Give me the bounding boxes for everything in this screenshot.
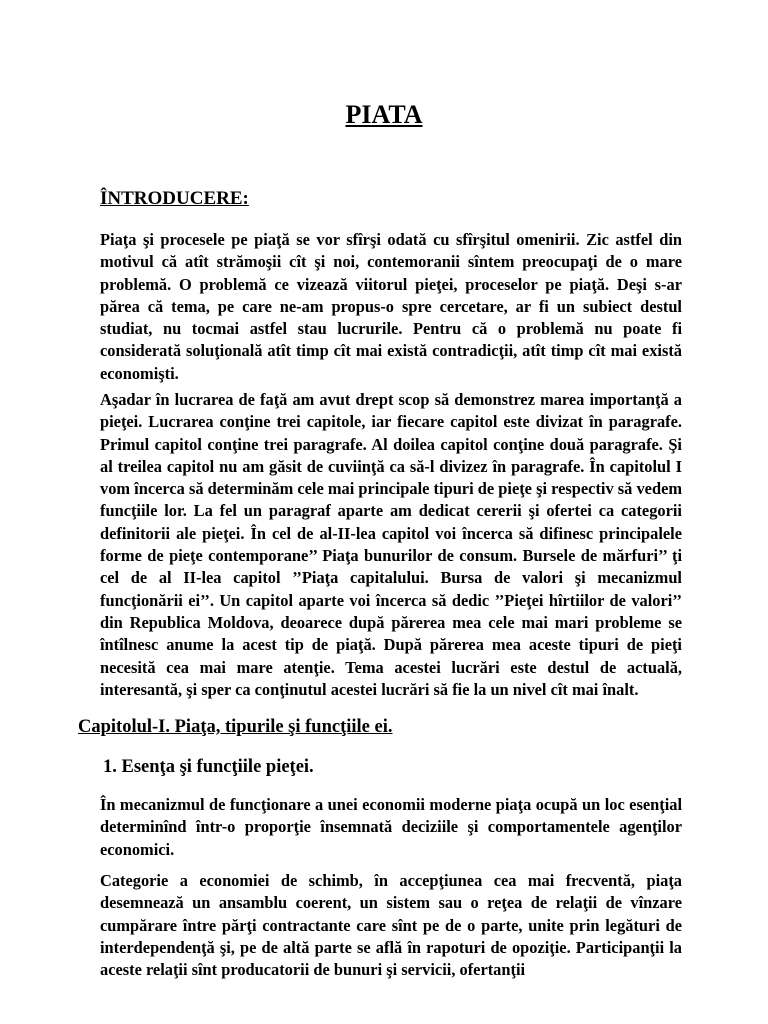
chapter-1-heading: Capitolul-I. Piaţa, tipurile şi funcţiile ei.	[78, 717, 393, 737]
section-paragraph-2: Categorie a economiei de schimb, în accepţiunea cea mai frecventă, piaţa desemnează un ansamblu coerent, un sistem sau o reţea de relaţii de vînzare cumpărare între părţi contractante care sînt pe de o parte, unite prin legături de interdependenţă şi, pe de altă parte se află în rapoturi de opoziţie. Participanţii la aceste relaţii sînt producatorii de bunuri şi servicii, ofertanţii	[100, 871, 682, 980]
section-1-heading: 1. Esenţa şi funcţiile pieţei.	[103, 757, 314, 777]
introduction-heading: ÎNTRODUCERE:	[100, 188, 249, 209]
section-paragraph-1: În mecanizmul de funcţionare a unei economii moderne piaţa ocupă un loc esenţial determinînd într-o proporţie însemnată deciziile şi comportamentele agenţilor economici.	[100, 795, 682, 859]
intro-paragraph-1: Piaţa şi procesele pe piaţă se vor sfîrşi odată cu sfîrşitul omenirii. Zic astfel din motivul că atît strămoşii cît şi noi, contemoranii sîntem preocupaţi de o mare problemă. O problemă ce vizează viitorul pieţei, proceselor pe piaţă. Deşi s-ar părea că tema, pe care ne-am propus-o spre cercetare, ar fi un subiect destul studiat, nu tocmai astfel stau lucrurile. Pentru că o problemă nu poate fi considerată soluţională atît timp cît mai există contradicţii, atît timp cît mai există economişti.	[100, 230, 682, 383]
document-title: PIATA	[345, 100, 423, 129]
intro-paragraph-2: Aşadar în lucrarea de faţă am avut drept scop să demonstrez marea importanţă a pieţei. Lucrarea conţine trei capitole, iar fiecare capitol este divizat în paragrafe. Primul capitol conţine trei paragrafe. Al doilea capitol conţine două paragrafe. Şi al treilea capitol nu am găsit de cuviinţă ca să-l divizez în paragrafe. În capitolul I vom încerca să determinăm cele mai principale tipuri de pieţe şi respectiv să vedem funcţiile lor. La fel un paragraf aparte am dedicat cererii şi ofertei ca categorii definitorii ale pieţei. În cel de al-II-lea capitol voi încerca să difinesc principalele forme de pieţe contemporane’’ Piaţa bunurilor de consum. Bursele de mărfuri’’ ţi cel de al II-lea capitol ’’Piaţa capitalului. Bursa de valori şi mecanizmul funcţionării ei’’. Un capitol aparte voi încerca să dedic ’’Pieţei hîrtiilor de valori’’ din Republica Moldova, deoarece după părerea mea cele mai mari probleme se întîlnesc anume la acest tip de piaţă. După părerea mea aceste tipuri de pieţi necesită cea mai mare atenţie. Tema acestei lucrări este destul de actuală, interesantă, şi sper ca conţinutul acestei lucrări să fie la un nivel cît mai înalt.	[100, 390, 682, 699]
